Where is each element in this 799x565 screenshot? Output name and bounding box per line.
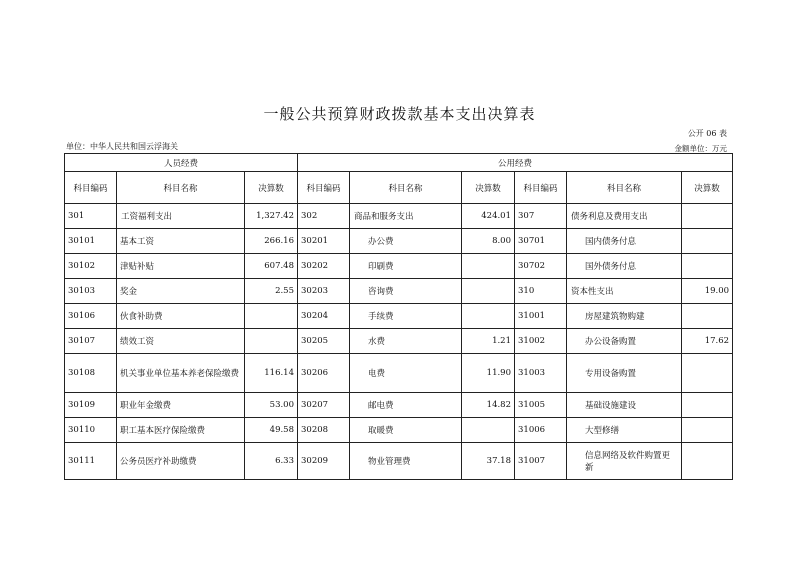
amount-cell: 6.33: [245, 443, 298, 480]
amount-cell: 266.16: [245, 229, 298, 254]
code-cell: 30101: [65, 229, 117, 254]
form-number: 公开 06 表: [687, 129, 727, 138]
amount-cell: [682, 304, 733, 329]
amount-cell: 49.58: [245, 418, 298, 443]
code-cell: 30208: [298, 418, 350, 443]
name-cell: 商品和服务支出: [350, 204, 462, 229]
table-row: [65, 229, 733, 254]
code-cell: 30206: [298, 354, 350, 393]
name-cell: 专用设备购置: [567, 354, 682, 393]
table-row: [65, 329, 733, 354]
group-personnel: 人员经费: [65, 154, 298, 172]
amount-cell: 116.14: [245, 354, 298, 393]
code-cell: 30202: [298, 254, 350, 279]
amount-cell: [682, 254, 733, 279]
table-row: [65, 279, 733, 304]
page-title: 一般公共预算财政拨款基本支出决算表: [263, 105, 536, 123]
code-cell: 307: [515, 204, 567, 229]
table-row: [65, 443, 733, 480]
amount-cell: [682, 354, 733, 393]
code-cell: 31001: [515, 304, 567, 329]
name-cell: 信息网络及软件购置更新: [567, 443, 682, 480]
name-cell: 房屋建筑物购建: [567, 304, 682, 329]
amount-cell: [245, 329, 298, 354]
code-cell: 30702: [515, 254, 567, 279]
table-row: [65, 254, 733, 279]
name-cell: 国内债务付息: [567, 229, 682, 254]
code-cell: 30111: [65, 443, 117, 480]
name-cell: 职业年金缴费: [117, 393, 245, 418]
header-cell: 科目编码: [65, 172, 117, 204]
amount-cell: [682, 418, 733, 443]
name-cell: 工资福利支出: [117, 204, 245, 229]
code-cell: 301: [65, 204, 117, 229]
header-cell: 科目名称: [117, 172, 245, 204]
amount-cell: [682, 229, 733, 254]
name-cell: 津贴补贴: [117, 254, 245, 279]
code-cell: 310: [515, 279, 567, 304]
amount-cell: 37.18: [462, 443, 515, 480]
amount-cell: [245, 304, 298, 329]
header-cell: 科目名称: [567, 172, 682, 204]
amount-cell: 607.48: [245, 254, 298, 279]
amount-cell: 11.90: [462, 354, 515, 393]
amount-cell: [462, 304, 515, 329]
code-cell: 30103: [65, 279, 117, 304]
name-cell: 机关事业单位基本养老保险缴费: [117, 354, 245, 393]
code-cell: 30701: [515, 229, 567, 254]
code-cell: 31007: [515, 443, 567, 480]
amount-cell: 1.21: [462, 329, 515, 354]
name-cell: 物业管理费: [350, 443, 462, 480]
header-cell: 决算数: [245, 172, 298, 204]
name-cell: 手续费: [350, 304, 462, 329]
amount-cell: 2.55: [245, 279, 298, 304]
name-cell: 奖金: [117, 279, 245, 304]
amount-cell: 424.01: [462, 204, 515, 229]
header-cell: 科目名称: [350, 172, 462, 204]
name-cell: 咨询费: [350, 279, 462, 304]
name-cell: 电费: [350, 354, 462, 393]
name-cell: 办公费: [350, 229, 462, 254]
code-cell: 30102: [65, 254, 117, 279]
code-cell: 302: [298, 204, 350, 229]
name-cell: 债务利息及费用支出: [567, 204, 682, 229]
table-row: [65, 354, 733, 393]
amount-cell: 1,327.42: [245, 204, 298, 229]
amount-cell: 17.62: [682, 329, 733, 354]
name-cell: 水费: [350, 329, 462, 354]
code-cell: 31005: [515, 393, 567, 418]
code-cell: 30209: [298, 443, 350, 480]
group-public: 公用经费: [298, 154, 733, 172]
header-cell: 决算数: [462, 172, 515, 204]
code-cell: 30207: [298, 393, 350, 418]
name-cell: 职工基本医疗保险缴费: [117, 418, 245, 443]
name-cell: 基本工资: [117, 229, 245, 254]
code-cell: 30204: [298, 304, 350, 329]
amount-cell: [682, 443, 733, 480]
money-unit: 金额单位：万元: [674, 144, 727, 153]
table-row: [65, 204, 733, 229]
amount-cell: 53.00: [245, 393, 298, 418]
name-cell: 国外债务付息: [567, 254, 682, 279]
name-cell: 邮电费: [350, 393, 462, 418]
header-cell: 科目编码: [515, 172, 567, 204]
amount-cell: 14.82: [462, 393, 515, 418]
code-cell: 30108: [65, 354, 117, 393]
reporting-unit: 单位：中华人民共和国云浮海关: [66, 142, 178, 151]
amount-cell: 8.00: [462, 229, 515, 254]
header-cell: 决算数: [682, 172, 733, 204]
code-cell: 30107: [65, 329, 117, 354]
code-cell: 31002: [515, 329, 567, 354]
code-cell: 30106: [65, 304, 117, 329]
code-cell: 31003: [515, 354, 567, 393]
code-cell: 30205: [298, 329, 350, 354]
amount-cell: 19.00: [682, 279, 733, 304]
name-cell: 大型修缮: [567, 418, 682, 443]
expenditure-table: [64, 153, 733, 480]
name-cell: 印刷费: [350, 254, 462, 279]
amount-cell: [462, 418, 515, 443]
amount-cell: [462, 279, 515, 304]
name-cell: 伙食补助费: [117, 304, 245, 329]
name-cell: 办公设备购置: [567, 329, 682, 354]
amount-cell: [682, 393, 733, 418]
amount-cell: [682, 204, 733, 229]
table-row: [65, 393, 733, 418]
code-cell: 31006: [515, 418, 567, 443]
name-cell: 基础设施建设: [567, 393, 682, 418]
table-row: [65, 418, 733, 443]
amount-cell: [462, 254, 515, 279]
code-cell: 30110: [65, 418, 117, 443]
header-cell: 科目编码: [298, 172, 350, 204]
code-cell: 30109: [65, 393, 117, 418]
code-cell: 30203: [298, 279, 350, 304]
name-cell: 公务员医疗补助缴费: [117, 443, 245, 480]
table-row: [65, 304, 733, 329]
code-cell: 30201: [298, 229, 350, 254]
name-cell: 取暖费: [350, 418, 462, 443]
name-cell: 绩效工资: [117, 329, 245, 354]
name-cell: 资本性支出: [567, 279, 682, 304]
